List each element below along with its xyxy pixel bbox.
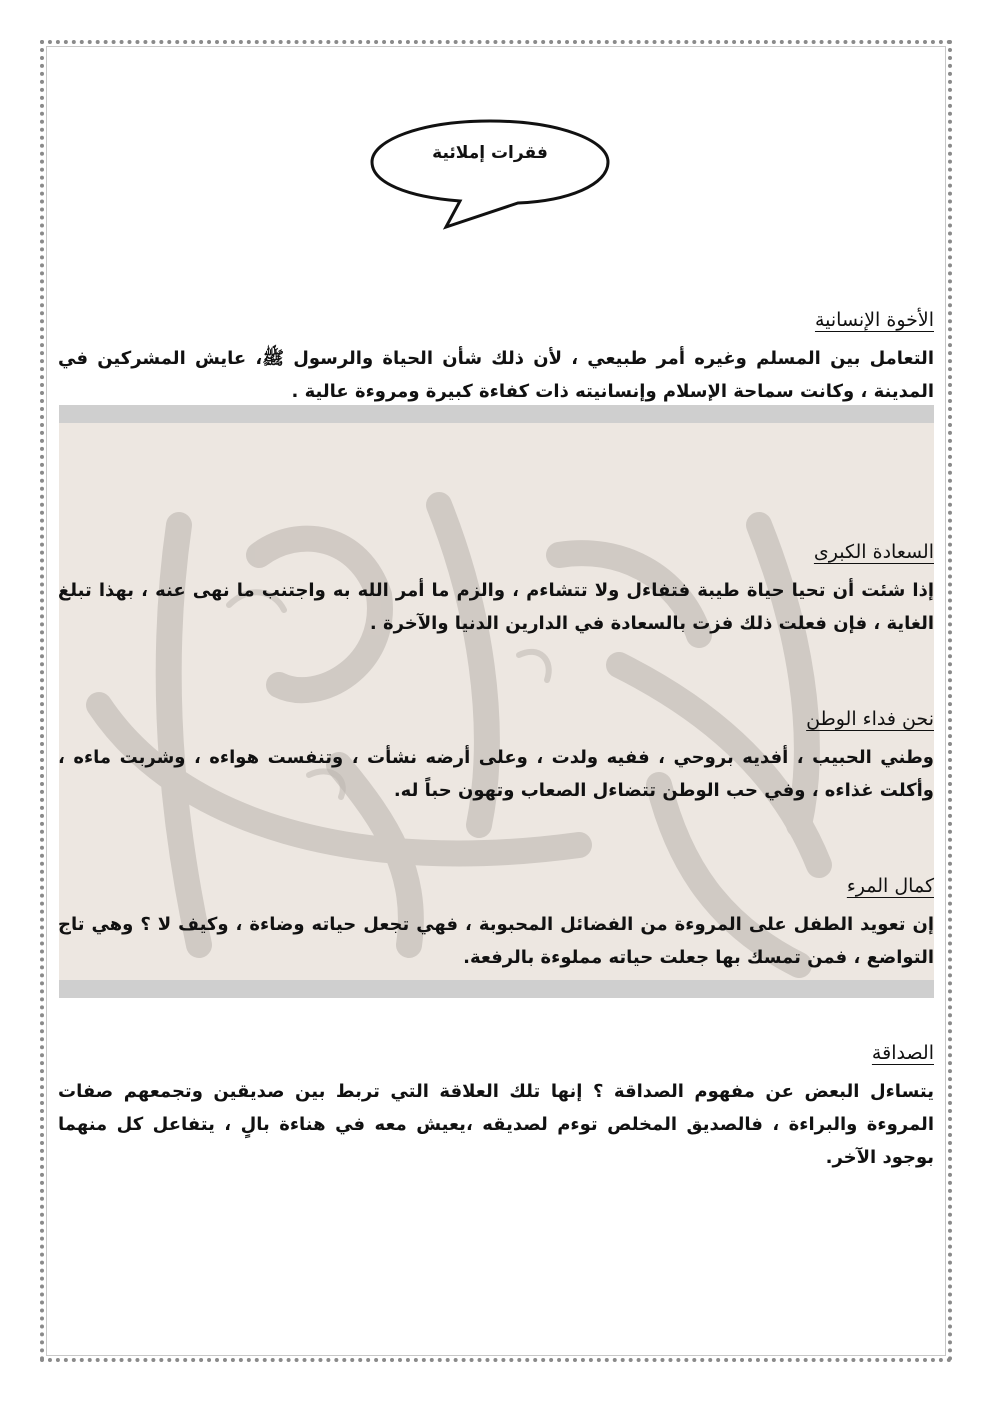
- section-heading: الأخوة الإنسانية: [814, 309, 934, 331]
- section-perfection: [58, 870, 934, 974]
- speech-bubble: [368, 115, 612, 265]
- section-body: إن تعويد الطفل على المروءة من الفضائل المحبوبة ، فهي تجعل حياته وضاءة ، وكيف لا ؟ وهي تاج التواضع ، فمن تمسك بها جعلت حياته مملوءة بالرفعة.: [58, 914, 934, 968]
- section-body: إذا شئت أن تحيا حياة طيبة فتفاءل ولا تتشاءم ، والزم ما أمر الله به واجتنب ما نهى عنه ، بهذا تبلغ الغاية ، فإن فعلت ذلك فزت بالسعادة في الدارين الدنيا والآخرة .: [58, 580, 934, 634]
- section-brotherhood: [58, 304, 934, 408]
- section-heading: السعادة الكبرى: [813, 541, 934, 563]
- section-friendship: [58, 1037, 934, 1174]
- section-homeland: [58, 703, 934, 807]
- section-heading: الصداقة: [871, 1042, 934, 1064]
- bubble-title: فقرات إملائية: [432, 143, 548, 163]
- section-heading: نحن فداء الوطن: [806, 708, 934, 730]
- section-heading: كمال المرء: [846, 875, 934, 897]
- section-happiness: [58, 536, 934, 640]
- section-body: وطني الحبيب ، أفديه بروحي ، ففيه ولدت ، وعلى أرضه نشأت ، وتنفست هواءه ، وشربت ماءه ، وأكلت غذاءه ، وفي حب الوطن تتضاءل الصعاب وتهون حباً له.: [58, 747, 934, 801]
- section-body: التعامل بين المسلم وغيره أمر طبيعي ، لأن ذلك شأن الحياة والرسول ﷺ، عايش المشركين في المدينة ، وكانت سماحة الإسلام وإنسانيته ذات كفاءة كبيرة ومروءة عالية .: [58, 348, 934, 402]
- section-body: يتساءل البعض عن مفهوم الصداقة ؟ إنها تلك العلاقة التي تربط بين صديقين وتجمعهم صفات المروءة والبراءة ، فالصديق المخلص توءم لصديقه ،يعيش معه في هناءة بالٍ ، يتفاعل كل منهما بوجود الآخر.: [58, 1081, 934, 1168]
